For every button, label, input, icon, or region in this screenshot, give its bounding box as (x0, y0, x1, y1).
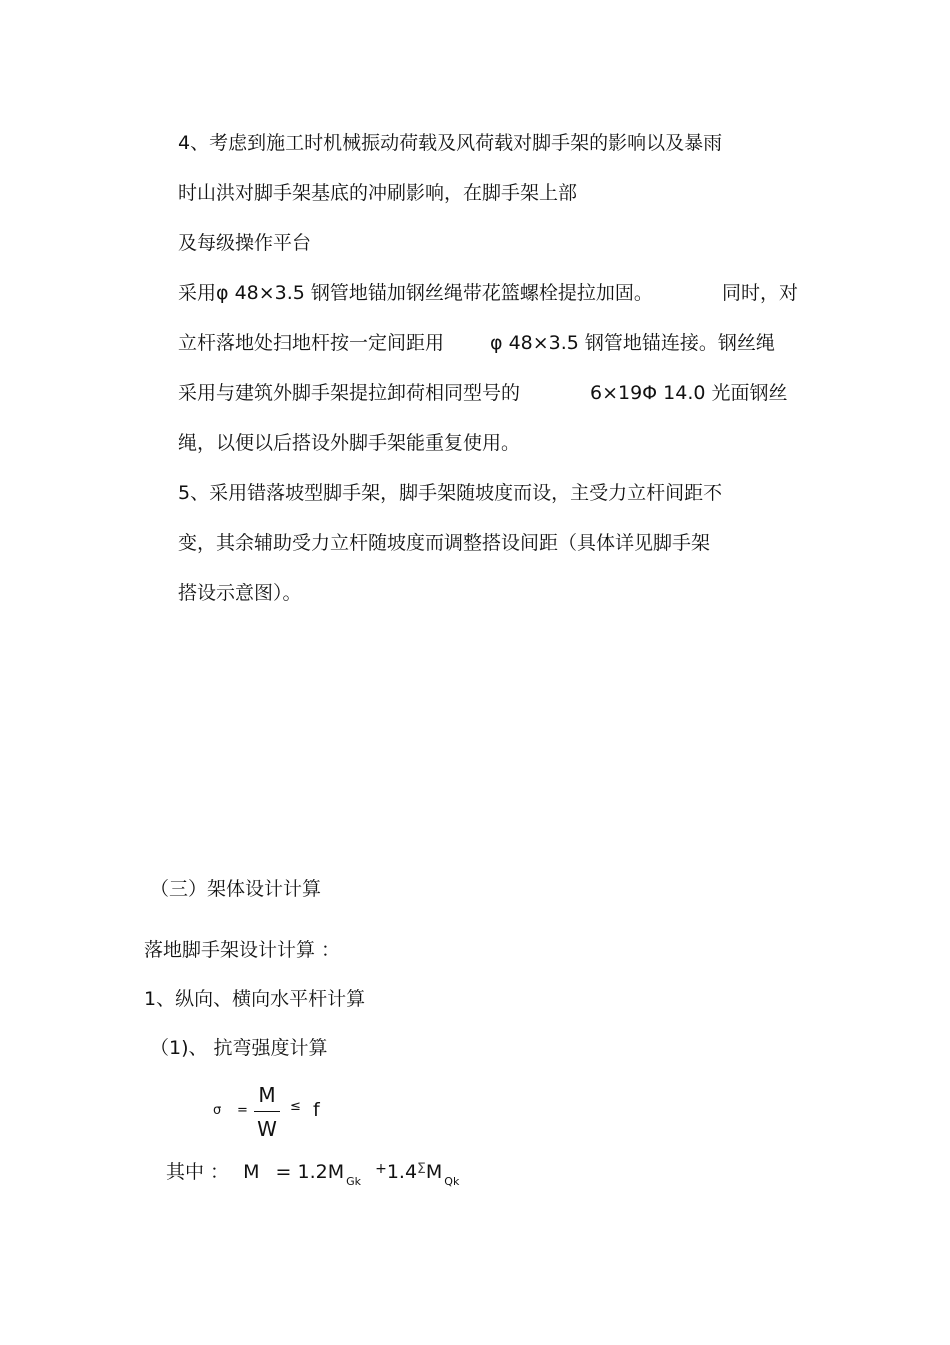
section-subtitle: 落地脚手架设计计算 ： (144, 939, 341, 961)
section-item-1: 1、纵向、横向水平杆计算 (144, 988, 366, 1010)
para4-line4a: 采用φ 48×3.5 钢管地锚加钢丝绳带花篮螺栓提拉加固。 (178, 282, 653, 304)
formula-term1: = 1.2M (275, 1161, 345, 1183)
formula-numerator: M (258, 1083, 276, 1107)
para4-line1: 4、考虑到施工时机械振动荷载及风荷载对脚手架的影响以及暴雨 (178, 132, 723, 154)
formula-equals: = (237, 1103, 248, 1118)
formula-sub-qk: Qk (444, 1175, 460, 1188)
para4-line7: 绳，以便以后搭设外脚手架能重复使用。 (178, 432, 521, 454)
formula-m: M (243, 1161, 260, 1183)
para5-line3: 搭设示意图）。 (178, 582, 302, 604)
fraction-bar (254, 1111, 280, 1112)
para4-line3: 及每级操作平台 (178, 232, 312, 254)
para5-line1: 5、采用错落坡型脚手架，脚手架随坡度而设，主受力立杆间距不 (178, 482, 723, 504)
formula-denominator: W (257, 1117, 277, 1141)
formula-plus: + (375, 1161, 387, 1177)
para4-line5a: 立杆落地处扫地杆按一定间距用 (178, 332, 445, 354)
para4-line2: 时山洪对脚手架基底的冲刷影响，在脚手架上部 (178, 182, 578, 204)
para4-line4b: 同时，对 (722, 282, 799, 304)
formula-leq: ≤ (290, 1099, 301, 1114)
section-title: （三）架体设计计算 (150, 878, 322, 900)
section-item-1-1: （1)、 抗弯强度计算 (150, 1037, 328, 1059)
para4-line6b: 6×19Φ 14.0 光面钢丝 (590, 382, 788, 404)
para5-line2: 变，其余辅助受力立杆随坡度而调整搭设间距（具体详见脚手架 (178, 532, 711, 554)
formula-m2: M (425, 1161, 443, 1183)
formula-moment (166, 1160, 459, 1187)
formula-f: f (313, 1099, 320, 1121)
para4-line6a: 采用与建筑外脚手架提拉卸荷相同型号的 (178, 382, 521, 404)
formula-prefix: 其中 ： (166, 1161, 230, 1183)
formula-term2: 1.4 (386, 1161, 418, 1183)
formula-sigma: σ (213, 1103, 222, 1118)
formula-sum: Σ (417, 1161, 426, 1177)
para4-line5b: φ 48×3.5 钢管地锚连接。钢丝绳 (490, 332, 775, 354)
formula-sub-gk: Gk (346, 1175, 362, 1188)
